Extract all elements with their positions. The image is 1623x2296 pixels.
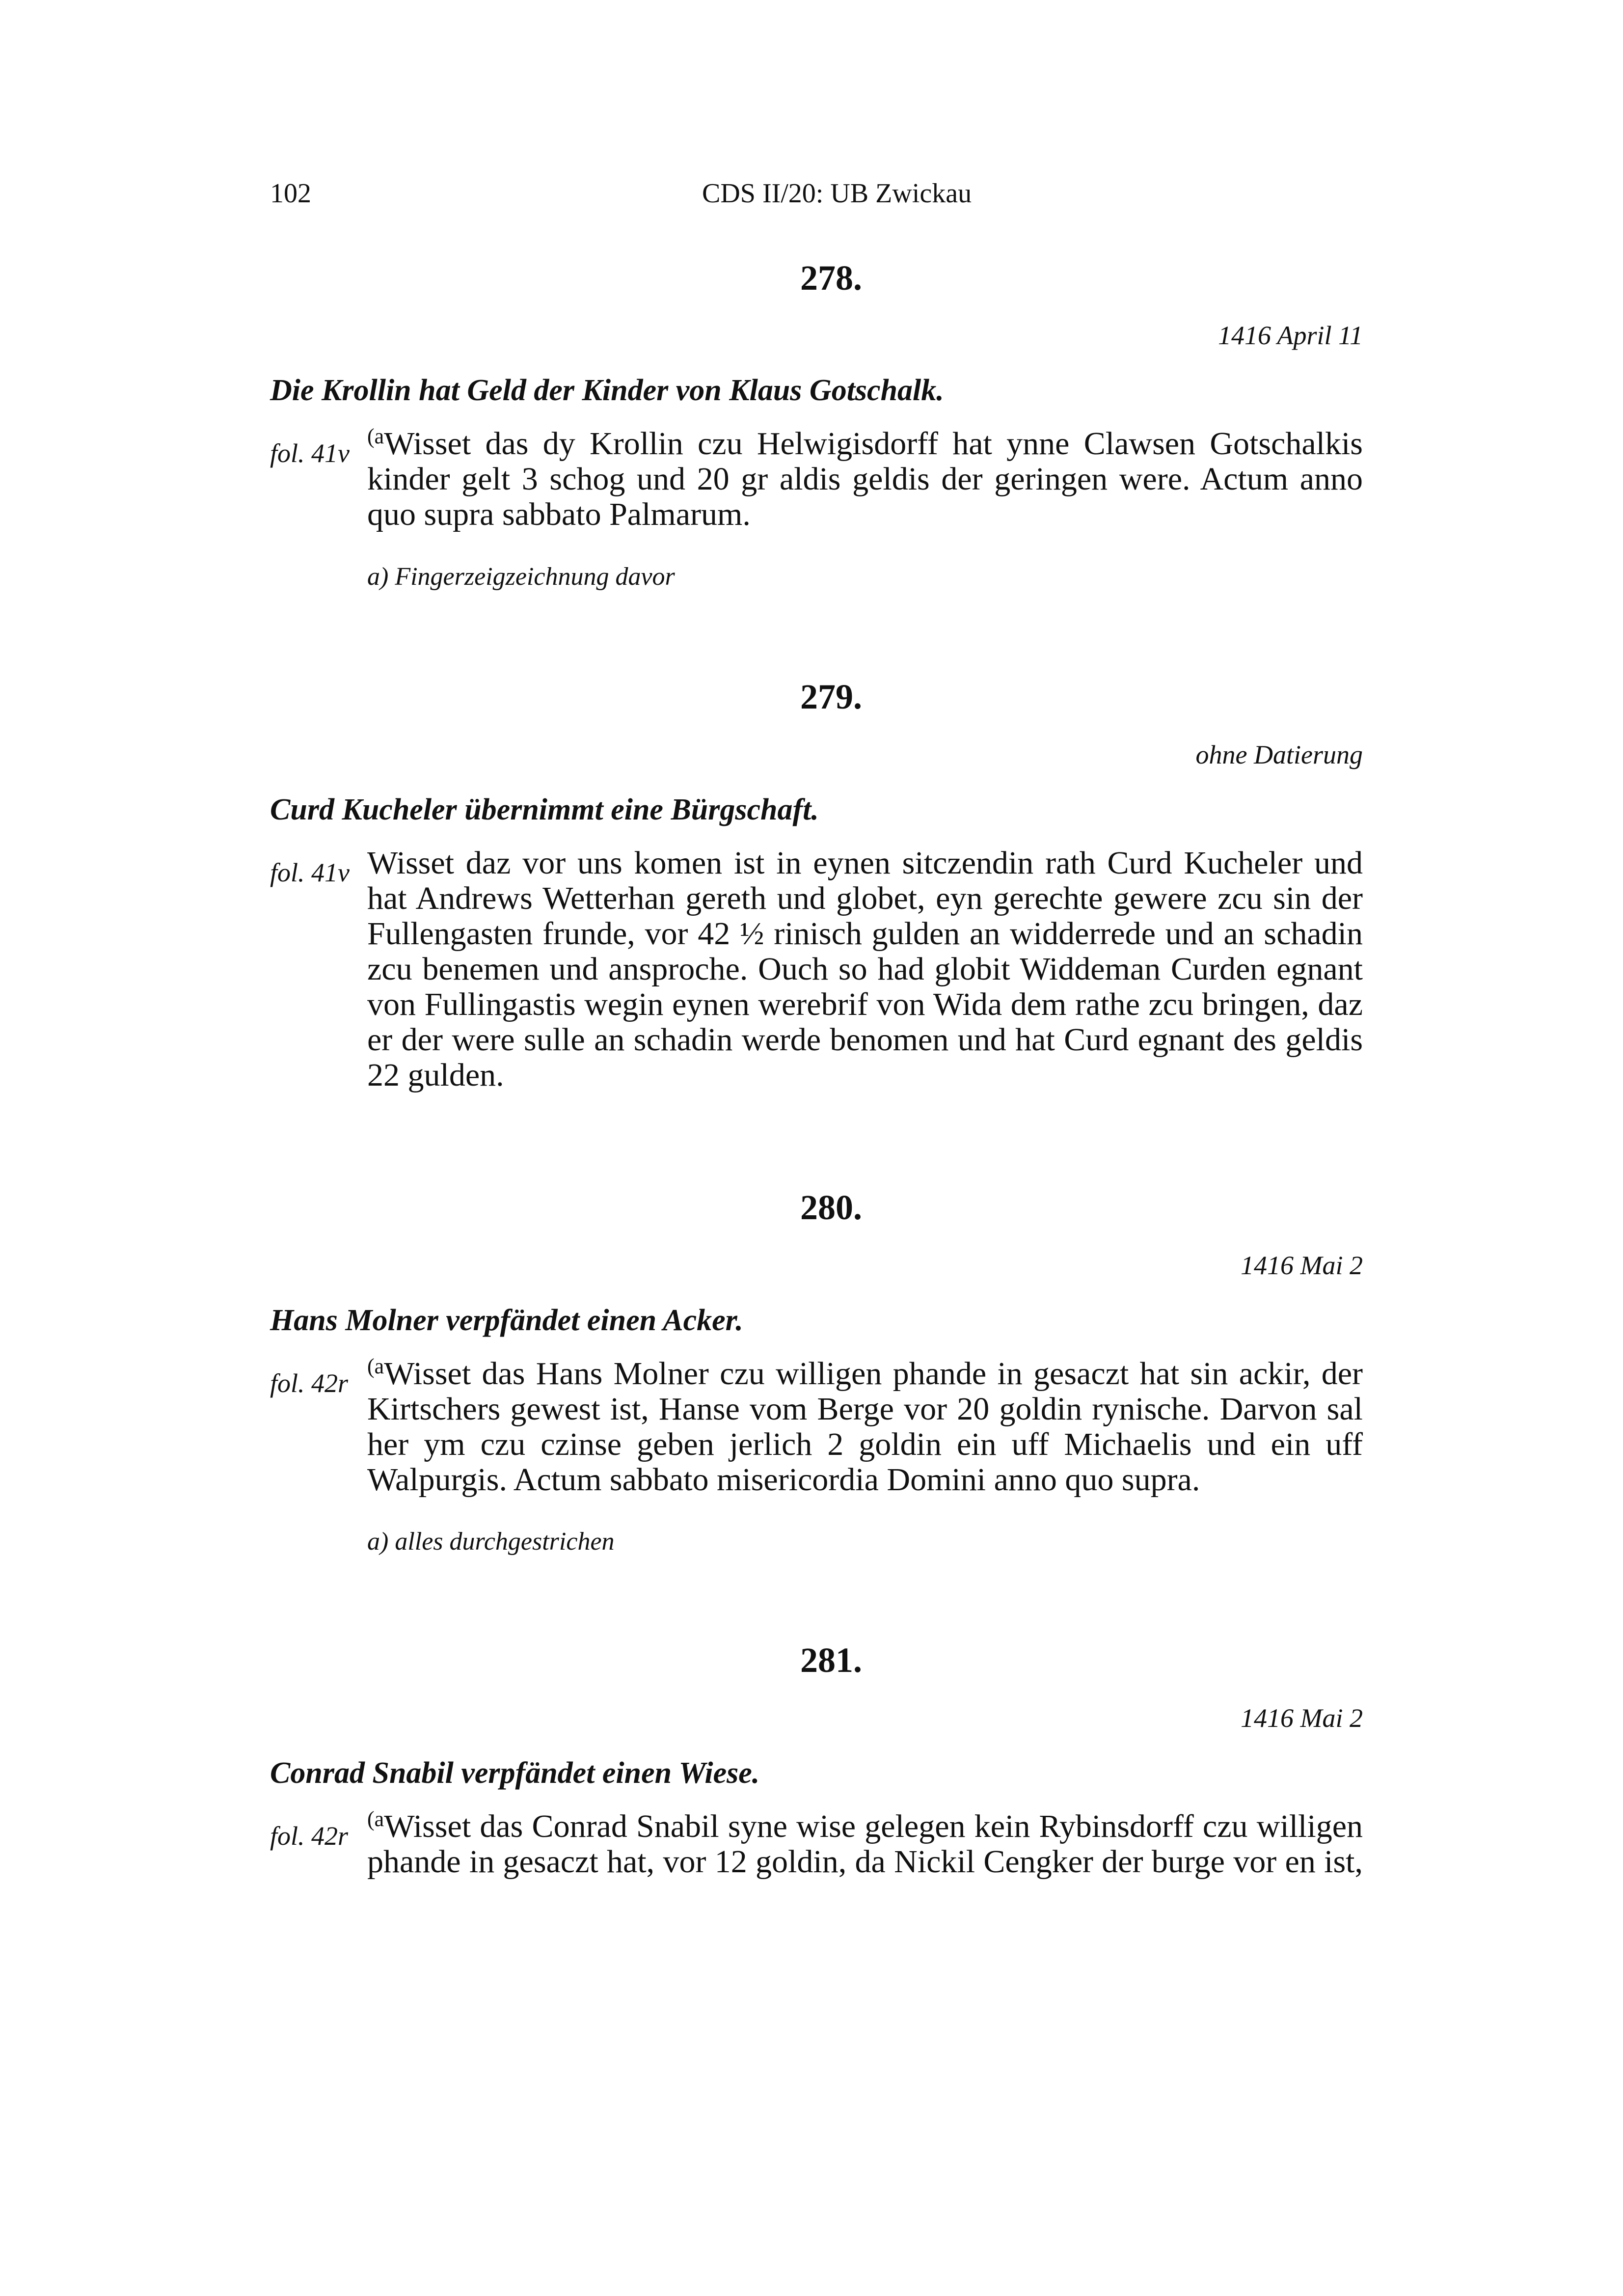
- body-line: er der were sulle an schadin werde benomen und hat Curd egnant des geldis: [367, 1022, 1363, 1058]
- folio-reference: fol. 41v: [270, 858, 350, 887]
- footnote-marker: (a: [367, 1807, 384, 1831]
- folio-reference: fol. 42r: [270, 1368, 349, 1398]
- body-line: Kirtschers gewest ist, Hanse vom Berge vor 20 goldin rynische. Darvon sal: [367, 1391, 1363, 1427]
- footnote: a) Fingerzeigzeichnung davor: [367, 563, 675, 591]
- body-line: $^{(a}$Wisset das Conrad Snabil syne wise gelegen kein Rybinsdorff czu willigen: [367, 1807, 1363, 1844]
- entry-number: 280.: [800, 1188, 862, 1227]
- body-line: $^{(a}$Wisset das dy Krollin czu Helwigisdorff hat ynne Clawsen Gotschalkis: [367, 424, 1363, 462]
- entry-title: Curd Kucheler übernimmt eine Bürgschaft.: [270, 793, 819, 826]
- entry-date: 1416 Mai 2: [1241, 1703, 1363, 1733]
- body-line: zcu benemen und ansproche. Ouch so had globit Widdeman Curden egnant: [367, 951, 1363, 987]
- body-line: von Fullingastis wegin eynen werebrif von Wida dem rathe zcu bringen, daz: [367, 986, 1363, 1022]
- body-line: Wisset daz vor uns komen ist in eynen sitczendin rath Curd Kucheler und: [367, 845, 1363, 881]
- entry-number: 279.: [800, 677, 862, 716]
- entry-body: [367, 426, 1363, 532]
- entry-date: ohne Datierung: [1195, 740, 1363, 769]
- running-title: CDS II/20: UB Zwickau: [702, 178, 972, 209]
- folio-reference: fol. 41v: [270, 438, 350, 468]
- body-line: 22 gulden.: [367, 1057, 504, 1093]
- body-line: her ym czu czinse geben jerlich 2 goldin ein uff Michaelis und ein uff: [367, 1426, 1363, 1462]
- body-line: $^{(a}$Wisset das Hans Molner czu willigen phande in gesaczt hat sin ackir, der: [367, 1354, 1363, 1392]
- entry-date: 1416 April 11: [1217, 321, 1363, 350]
- entry-number: 281.: [800, 1640, 862, 1680]
- entry-date: 1416 Mai 2: [1241, 1251, 1363, 1280]
- entry-body: [367, 1356, 1363, 1498]
- entry-title: Hans Molner verpfändet einen Acker.: [270, 1304, 743, 1337]
- entry-title: Die Krollin hat Geld der Kinder von Klaus Gotschalk.: [270, 374, 944, 407]
- footnote-marker: (a: [367, 1354, 384, 1378]
- body-line: Walpurgis. Actum sabbato misericordia Domini anno quo supra.: [367, 1462, 1200, 1498]
- footnote: a) alles durchgestrichen: [367, 1528, 615, 1556]
- body-line: quo supra sabbato Palmarum.: [367, 496, 751, 532]
- footnote-marker: (a: [367, 424, 384, 448]
- body-line: Fullengasten frunde, vor 42 ½ rinisch gulden an widderrede und an schadin: [367, 916, 1363, 952]
- body-line: kinder gelt 3 schog und 20 gr aldis geldis der geringen were. Actum anno: [367, 461, 1363, 497]
- entry-number: 278.: [800, 258, 862, 298]
- folio-reference: fol. 42r: [270, 1821, 349, 1851]
- entry-body: [367, 846, 1363, 1093]
- body-line: hat Andrews Wetterhan gereth und globet, eyn gerechte gewere zcu sin der: [367, 880, 1363, 916]
- entry-body: [367, 1809, 1363, 1880]
- page-number: 102: [270, 178, 311, 209]
- entry-title: Conrad Snabil verpfändet einen Wiese.: [270, 1756, 760, 1790]
- body-line: phande in gesaczt hat, vor 12 goldin, da Nickil Cengker der burge vor en ist,: [367, 1844, 1363, 1880]
